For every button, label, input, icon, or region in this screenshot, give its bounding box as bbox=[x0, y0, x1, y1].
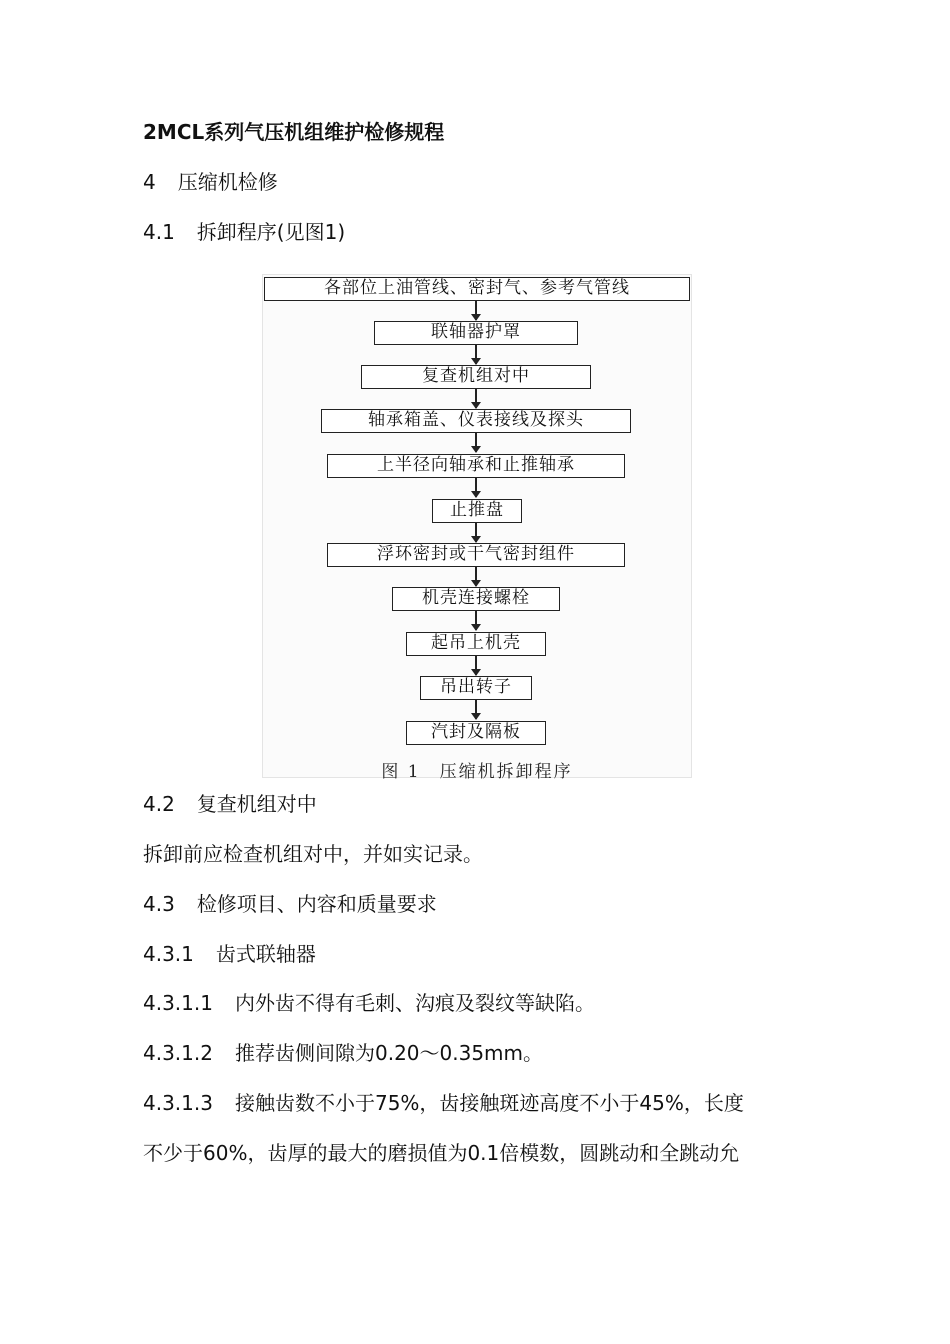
flow-step: 汽封及隔板 bbox=[406, 721, 546, 745]
flow-step: 起吊上机壳 bbox=[406, 632, 546, 656]
flow-arrow bbox=[475, 656, 477, 675]
section-number: 4.2 bbox=[143, 792, 175, 816]
section-text: 推荐齿侧间隙为0.20～0.35mm。 bbox=[234, 1041, 544, 1065]
section-text: 内外齿不得有毛刺、沟痕及裂纹等缺陷。 bbox=[234, 991, 595, 1015]
section-text: 复查机组对中 bbox=[196, 792, 317, 816]
section-4-3 bbox=[143, 889, 437, 919]
figure-caption: 图 1 压缩机拆卸程序 bbox=[381, 762, 573, 782]
section-number: 4.1 bbox=[143, 220, 175, 244]
flow-step: 吊出转子 bbox=[420, 676, 532, 700]
paragraph-4-2: 拆卸前应检查机组对中，并如实记录。 bbox=[143, 842, 483, 866]
section-number: 4.3.1.2 bbox=[143, 1041, 213, 1065]
flow-arrow bbox=[475, 301, 477, 320]
section-number: 4.3.1 bbox=[143, 942, 194, 966]
disassembly-flowchart bbox=[262, 274, 692, 782]
section-4-3-1-3 bbox=[143, 1088, 744, 1118]
section-4-3-1-1 bbox=[143, 988, 595, 1018]
section-text: 压缩机检修 bbox=[177, 170, 278, 194]
section-text: 接触齿数不小于75%，齿接触斑迹高度不小于45%，长度 bbox=[234, 1091, 744, 1115]
flow-arrow bbox=[475, 523, 477, 542]
section-4 bbox=[143, 167, 278, 197]
section-number: 4 bbox=[143, 170, 156, 194]
section-text: 拆卸程序(见图1) bbox=[196, 220, 346, 244]
flow-step: 上半径向轴承和止推轴承 bbox=[327, 454, 625, 478]
section-4-3-1-2 bbox=[143, 1038, 543, 1068]
section-number: 4.3 bbox=[143, 892, 175, 916]
flow-arrow bbox=[475, 389, 477, 408]
section-text: 检修项目、内容和质量要求 bbox=[196, 892, 437, 916]
section-4-2 bbox=[143, 789, 317, 819]
section-4-1 bbox=[143, 217, 345, 247]
flow-arrow bbox=[475, 700, 477, 719]
flow-arrow bbox=[475, 433, 477, 452]
flow-arrow bbox=[475, 567, 477, 586]
flow-step: 各部位上油管线、密封气、参考气管线 bbox=[264, 277, 690, 301]
flow-step: 轴承箱盖、仪表接线及探头 bbox=[321, 409, 631, 433]
section-text: 齿式联轴器 bbox=[215, 942, 316, 966]
section-number: 4.3.1.3 bbox=[143, 1091, 213, 1115]
flow-step: 机壳连接螺栓 bbox=[392, 587, 560, 611]
flow-step: 复查机组对中 bbox=[361, 365, 591, 389]
section-4-3-1 bbox=[143, 939, 316, 969]
flow-step: 止推盘 bbox=[432, 499, 522, 523]
flow-step: 浮环密封或干气密封组件 bbox=[327, 543, 625, 567]
flow-arrow bbox=[475, 345, 477, 364]
section-number: 4.3.1.1 bbox=[143, 991, 213, 1015]
flow-step: 联轴器护罩 bbox=[374, 321, 578, 345]
paragraph-continuation: 不少于60%，齿厚的最大的磨损值为0.1倍模数，圆跳动和全跳动允 bbox=[143, 1141, 740, 1165]
flow-arrow bbox=[475, 611, 477, 630]
document-title: 2MCL系列气压机组维护检修规程 bbox=[143, 120, 445, 144]
flow-arrow bbox=[475, 478, 477, 497]
